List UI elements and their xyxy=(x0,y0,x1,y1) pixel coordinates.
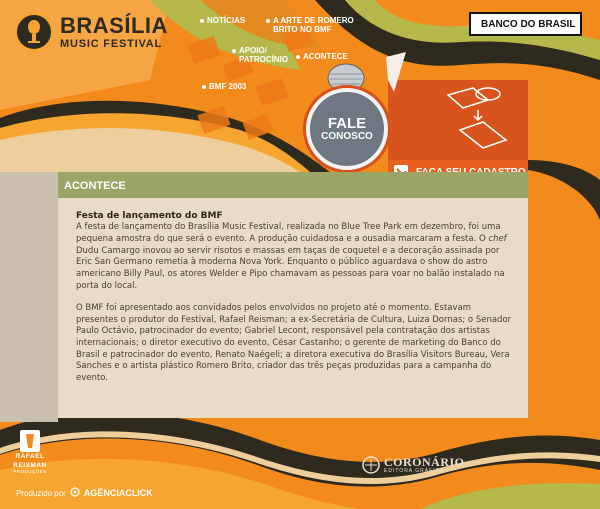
nav-apoio-label-1: APOIO/ xyxy=(239,46,268,55)
produzido-por-label: Produzido por xyxy=(16,488,66,498)
banco-do-brasil-label: BANCO DO BRASIL xyxy=(481,18,576,30)
coronario-title: CORONÁRIO xyxy=(384,455,465,469)
nav-noticias[interactable] xyxy=(200,16,245,25)
fale-conosco-line2: CONOSCO xyxy=(321,131,373,142)
festival-logo[interactable] xyxy=(14,12,168,52)
section-header-bar xyxy=(58,172,528,198)
nav-apoio-label-2: PATROCÍNIO xyxy=(239,55,289,65)
logo-title: BRASÍLIA xyxy=(60,12,168,38)
article-paragraph-1 xyxy=(76,222,512,292)
fale-conosco-line1: FALE xyxy=(327,115,367,132)
coronario-subtitle: EDITORA GRÁFICA xyxy=(384,468,445,474)
microphone-icon xyxy=(14,12,54,52)
rafael-label-2: REISMAN xyxy=(13,461,47,469)
rafael-reisman-logo[interactable] xyxy=(14,430,46,478)
nav-noticias-label: NOTÍCIAS xyxy=(207,16,246,25)
article-p1-emphasis: chef xyxy=(488,233,507,244)
article-paragraph-2: O BMF foi apresentado aos convidados pelos envolvidos no projeto até o momento. Estavam presentes o produtor do Festival, Rafael Reisman; a ex-Secretária de Cultura, Luiza Dornas; o Senador Paulo Octávio, patrocinador do evento; Gabriel Lecont, responsável pela contratação dos artistas internacionais; o diretor executivo do evento, César Castanho; o gerente de marketing do Banco do Brasil e patrocinador do evento, Renato Naégeli; a diretora executiva do Brasília Visitors Bureau, Vera Sanches e o artista plástico Romero Brito, criador das três peças produzidas para a campanha do evento. xyxy=(76,303,512,384)
fale-conosco-button[interactable] xyxy=(306,88,388,170)
article xyxy=(76,210,512,396)
article-p1-part-a: A festa de lançamento do Brasília Music Festival, realizada no Blue Tree Park em dezembro, foi uma pequena amostra do que será o evento. A produção cuidadosa e a ousadia marcaram a festa. O xyxy=(76,222,501,244)
nav-apoio-patrocinio[interactable] xyxy=(232,46,288,64)
nav-bmf-2003-label: BMF 2003 xyxy=(209,82,247,91)
nav-acontece-label: ACONTECE xyxy=(303,52,348,61)
banco-do-brasil-link[interactable] xyxy=(469,12,582,36)
nav-arte-label-1: A ARTE DE ROMERO xyxy=(273,16,354,25)
section-title: ACONTECE xyxy=(64,180,126,192)
rafael-reisman-icon xyxy=(20,430,40,452)
nav-bmf-2003[interactable] xyxy=(202,82,246,91)
article-heading: Festa de lançamento do BMF xyxy=(76,211,223,221)
nav-arte-label-2: BRITO NO BMF xyxy=(273,25,332,35)
rafael-label-3: PRODUÇÕES xyxy=(13,469,47,474)
rafael-label-1: RAFAEL xyxy=(15,453,45,460)
agencia-click-icon xyxy=(70,487,80,499)
article-p1-part-b: Dudu Camargo inovou ao servir risotos e massas em taças de coquetel e a decoração assinada por Eric San Germano remetia à moderna Nova York. Enquanto o público aguardava o show do astro americano Billy Paul, os atores Welder e Pipo chamavam as pessoas para voar no balão instalado na porta do local. xyxy=(76,245,505,291)
coronario-icon xyxy=(362,456,380,474)
produzido-por-link[interactable] xyxy=(16,487,153,499)
coronario-logo[interactable] xyxy=(362,456,465,474)
left-sidebar-strip xyxy=(0,172,58,422)
agencia-click-label: AGÊNCIACLICK xyxy=(83,488,153,498)
nav-arte-romero[interactable] xyxy=(266,16,354,34)
logo-subtitle: MUSIC FESTIVAL xyxy=(60,37,163,50)
